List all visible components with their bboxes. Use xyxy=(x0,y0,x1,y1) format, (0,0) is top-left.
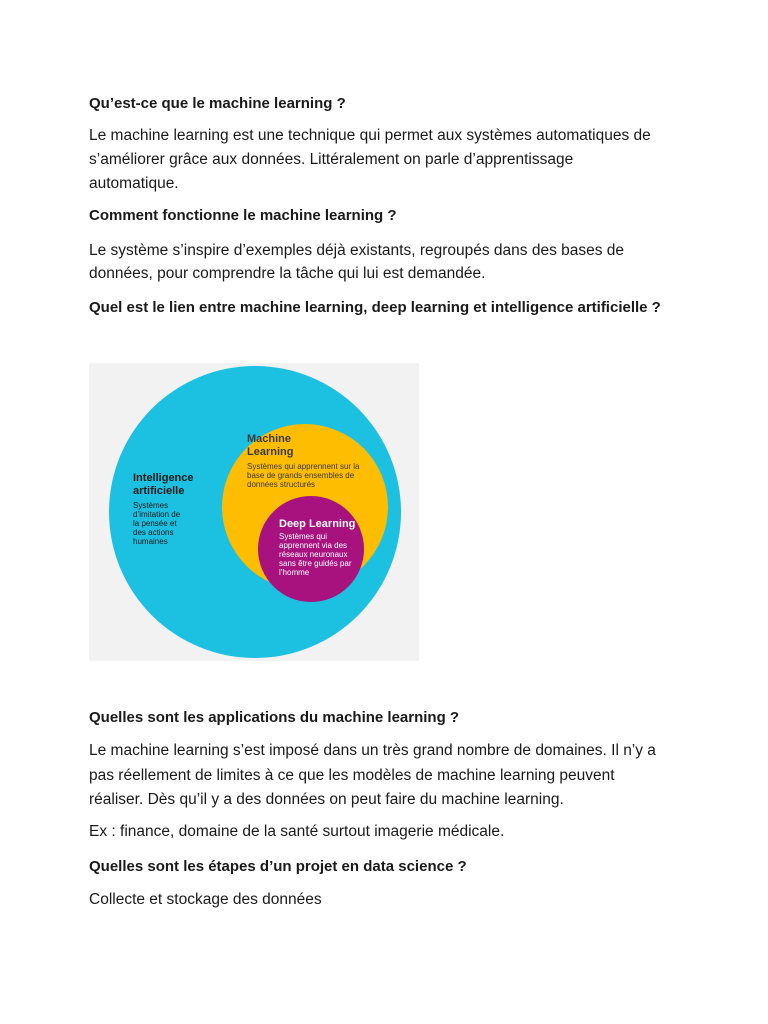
heading-ml-dl-ai-link: Quel est le lien entre machine learning, deep learning et intelligence artificielle ? xyxy=(89,299,661,316)
ml-title-line: Machine xyxy=(247,433,292,445)
paragraph-line: données, pour comprendre la tâche qui lui est demandée. xyxy=(89,265,486,282)
ml-desc-line: données structurés xyxy=(247,480,316,489)
dl-desc-line: l’homme xyxy=(279,568,310,577)
paragraph-line: Le machine learning est une technique qui permet aux systèmes automatiques de xyxy=(89,127,651,144)
paragraph-line: Ex : finance, domaine de la santé surtout imagerie médicale. xyxy=(89,823,505,840)
ai-desc-line: Systèmes xyxy=(133,501,169,510)
ai-desc-line: humaines xyxy=(133,537,168,546)
ml-title-line: Learning xyxy=(247,446,294,458)
paragraph-line: réaliser. Dès qu’il y a des données on peut faire du machine learning. xyxy=(89,791,564,808)
dl-desc-line: sans être guidés par xyxy=(279,559,352,568)
heading-how-ml-works: Comment fonctionne le machine learning ? xyxy=(89,207,397,224)
ai-title-line: artificielle xyxy=(133,485,185,497)
paragraph-line: Le système s’inspire d’exemples déjà existants, regroupés dans des bases de xyxy=(89,242,625,259)
dl-title-line: Deep Learning xyxy=(279,518,356,530)
ai-desc-line: la pensée et xyxy=(133,519,177,528)
paragraph-line: s’améliorer grâce aux données. Littéralement on parle d’apprentissage xyxy=(89,151,574,168)
dl-desc-line: apprennent via des xyxy=(279,541,348,550)
paragraph-line: Collecte et stockage des données xyxy=(89,891,322,908)
dl-desc-line: réseaux neuronaux xyxy=(279,550,348,559)
ai-title-line: Intelligence xyxy=(133,472,194,484)
paragraph-line: pas réellement de limites à ce que les modèles de machine learning peuvent xyxy=(89,767,615,784)
paragraph-line: Le machine learning s’est imposé dans un très grand nombre de domaines. Il n’y a xyxy=(89,742,656,759)
heading-data-science-steps: Quelles sont les étapes d’un projet en data science ? xyxy=(89,858,467,875)
ai-ml-dl-diagram xyxy=(89,363,419,661)
dl-desc-line: Systèmes qui xyxy=(279,532,328,541)
svg-text:Machine Learning xyxy=(247,433,294,458)
heading-what-is-ml: Qu’est-ce que le machine learning ? xyxy=(89,95,346,112)
ml-desc-line: base de grands ensembles de xyxy=(247,471,355,480)
ml-desc-line: Systèmes qui apprennent sur la xyxy=(247,462,360,471)
heading-ml-applications: Quelles sont les applications du machine learning ? xyxy=(89,709,460,726)
svg-text:Deep Learning xyxy=(279,518,355,530)
ai-desc-line: des actions xyxy=(133,528,174,537)
paragraph-line: automatique. xyxy=(89,175,179,192)
ai-desc-line: d’imitation de xyxy=(133,510,181,519)
